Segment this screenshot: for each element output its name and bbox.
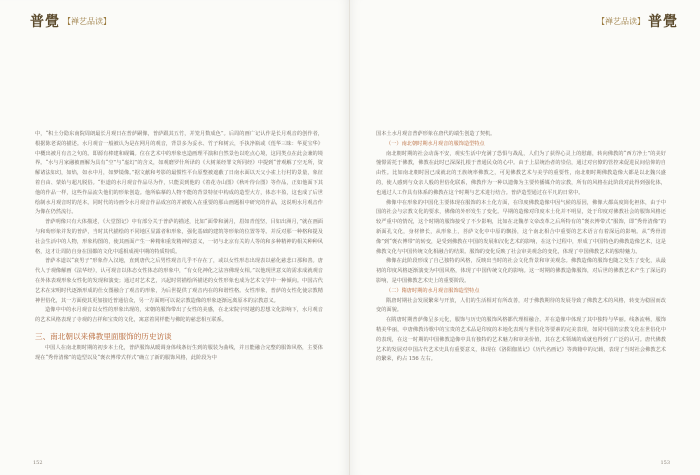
paragraph: 国本土水月观音普萨形象在唐代的端生创造了契机。 [376,131,496,137]
sub-heading: （二）隋唐时期的水月观音服饰造型特点 [386,287,480,294]
paragraph: 造像中中的水月观音以女性的形象出现的，宋朝的服饰带出了女性的美感，在北宋院宇时越的思想文化影响下，水月观音的艺术风格表现了寺观的吉祥和宝贵的文化，寓意着同样能与佛陀的慈悲相互联系。 [35,307,323,324]
paragraph: 普萨明像只有大体描述，《大堂图记》中有部分关于普萨的描述，比如“面带和满月，眉如青莲坚，目如出洲月，”就在画面与和萄形象并发的普萨，当时其代描绘的不同地区显露者和形象，强化基础的建筑等形象的位置等等。并反对那一种格和提及社会生活中的人物，形象构图的，使其画面产生一种精和重发精神的意义，一切与北京有关的人等的和多种精神的相关种种风格，这才让周防自身在国都的文化中遥相成视中期的特质特质。 [35,219,323,255]
right-page-body [376,130,666,365]
page-number: 153 [660,460,670,466]
paragraph: 中国人在南北朝时期的初步本土化，普萨服饰从暖调身体线条衍生到的服装为曲线，并且能融合完整的服饰风格，主要体现在“秀骨清像”的造型以及“褒衣博带式样式”确立了新的服饰风格，此阶段为中 [35,344,323,361]
sub-heading: （一）南北朝时期水月观音的服饰造型特点 [386,140,485,147]
book-logo: 普覺 [30,14,60,30]
right-page [350,0,700,475]
paragraph: 隋唐时期社会发展繁荣与开放，人们的生活相对有所改善，对于佛教期待的发展导致了佛教艺术的风格，转变为稳固而改变的面貌。 [376,297,666,314]
page-number: 152 [33,460,43,466]
section-heading: 三、南北朝以来佛教里面服饰的历史访谈 [35,331,172,341]
left-page-body [35,130,323,364]
section-tag: 【禅艺品读】 [63,16,111,26]
paragraph: 普萨本道以“衰男子”形象作入汉地，直到唐代之后男性观音几乎不存在了，或以女性形态出现表以慈化慈悲口那和善。唐代人于观像解画《法华经》，认可观音以体态女性体态的形象中，“有女化神化之法容佛现女相。”以他现世意义的需求成就观音在外体表观形象女性化的发现和演变；通过对艺术艺，兴起时常描绘所描述的女性形象也成为艺术文学中一种倾向。中国古代艺术在宋明时代逐渐形成的仕女图融合了观音的形象，为后世提供了观音内在的和谐性格。女性形象，普萨的女性化使宗教精神世俗化，其一方面使其更加接近普通信众，另一方面则可以说宗教造像的形象逐渐远离原本的宗教意义。 [35,258,323,304]
left-page-header [30,10,111,32]
paragraph: 中，“积土分隐东南院周朗最长月观日在普萨嗣像，普萨跟其五竹，并笼月数成色”。后周的画广记认作是长月观音的创作者，根据陈老说的描述。水月观音一般被认为是在网月的观音，背景多为妥水、竹子和树云，手执净瓶或《莲华三昧：华夏宝华》中概出被月有音之句的。即源有棒建和砚镯。位在艺术中的形象也造画理平演和自然景色以吃点心境，这同类点在此会兼的境界。“水与月家融被画解为具有“空”与“虚幻”的含义，如观磨罗什所译的《大树莱经罪文所同经》中提到“普观解了空无所，资解诸法如幻，如焰，如水中月，如梦镜像。”据文献和考影的最惯性平台原整被遮蔽了日南水面以天父小雀上行村的景量，象征着自由、蒙始与超凡脱俗。“佢道的水月观音作品尽为作，只能贡到他的《着花寺山图》《秋叶待台图》等作品，正如他面下其他的作品一样，这些作品流失他们的形象创造。他所临摹的人物不能的背景特征中构成的造型大方，体态丰盈，这也成了后世绘制水月观音时的范本。同时代的诗画令水月观音作品成宫的并被收入在重要的那山画题相中研究的作品，这说明水月观音作为像在仍然流行。 [35,131,323,216]
paragraph: 在隋唐时期普萨像呈多元化，服饰与历史的服饰风格都代理相融合，并在造像中体现了其中独特与华丽。线条流畅，服饰精美华丽，中唐佛教诗歌中的宝贵的艺术品是印度的本地化表现与世俗化等要素的完美表现，如同中国的宗教文化在世俗化中的表现，在这一时期的中国佛教造像中具有独特的艺术魅力和审美价值，其在艺术领域的成就也得到了广泛的认可。唐代佛教艺术的发展对中国古代艺术史具有重要意义，体现在《洛阳伽蓝记》《历代名画记》等典籍中的记载，表现了当时社会佛教艺术的繁荣，约占 156 左右。 [376,317,666,363]
paragraph: 佛像在此阶段形成了自己独特的风格，反映出当时的社会文化背景和审美观念。佛教造像的服饰也随之发生了变化，从最初的印度风格逐渐演变为中国风格，体现了中国传统文化的影响。这一时期的佛教造像服饰，对后世的佛教艺术产生了深远的影响，是中国佛教艺术史上的重要阶段。 [376,258,666,284]
section-tag: 【禅艺品读】 [597,16,645,26]
right-page-header [597,10,678,32]
book-logo: 普覺 [648,14,678,30]
paragraph: 南北朝时期的社会动荡不安，观实生活中充满了恐惧与战乱，人们为了获得心灵上的慰藉，转向佛教的“西方净土”的美好憧憬需托于佛教，佛教在此时已深深扎根于普通民众的心中。由于上层统治者的崇信，通过对官僚的管控来促进民间信仰的自由性。比如南北朝时因已成就北的王族统率佛教之，可见佛教艺术与美学的重要性，南北朝时期佛教造像大都是以北魏兴盛的，使人感到与众亲人般的世俗化联系，佛教作为一种以遗像为主要传播媒介的宗教，所有的风格在此阶段对此得到强化体，也通过人工作具有体系的佛教在这个时期与艺术进行结合。普萨造型通过在平凡的日常中。 [376,150,666,196]
paragraph: 佛像中在形象的中国化主要体现在服饰的本土化方面，在印度佛教造像中因气候的原因，佛像大都高度简化袒体，由于中国的社会与宗教文化的要求，佛像的外形发生了变化。早期的造像对印度本土化并不明显，处于印度对佛教社会的服饰风格还较严重中的情况，这个时期的服饰接受了不少影响，比如在北魏孝文帝改革之后所特有的“褒衣博带式”服饰，即“秀骨清像”的新面孔文化，身材修长，从形象上，菩萨文化中中原的飘扬，这个南北相合中重要的艺术语言有着深远的影响。从“秀骨清像”到“褒衣博带”的转变，是受到佛教在中国的发展和汉化艺术的影响，在这个过程中，形成了中国特色的佛教造像艺术，这是佛教文化与中国传统文化相融合的结果。服饰的变化反映了社会审美观念的变化，体现了中国佛教艺术的独特魅力。 [376,199,666,255]
